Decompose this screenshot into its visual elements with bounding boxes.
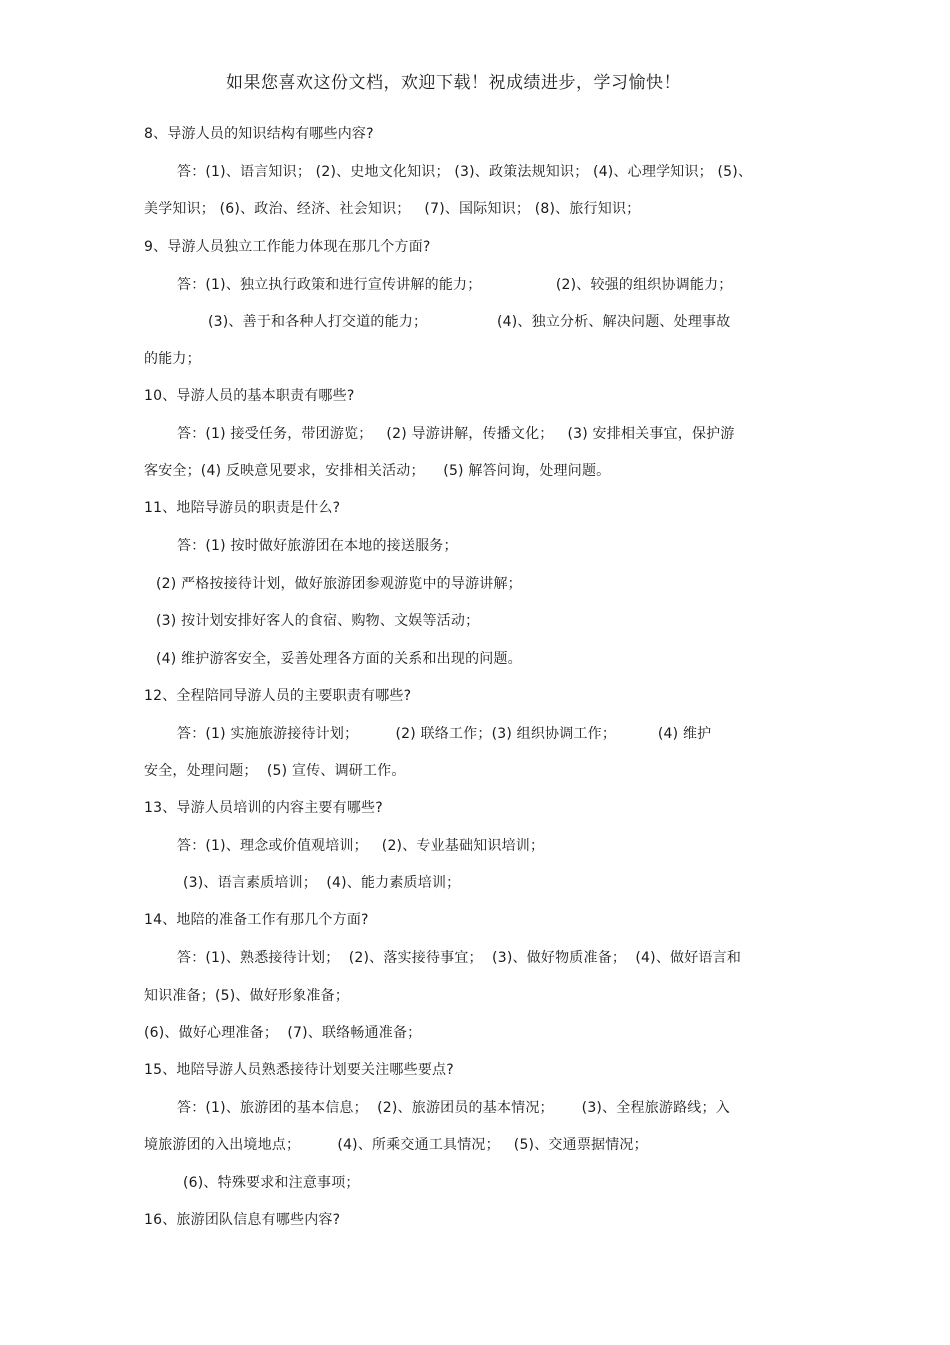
- answer-line: 答：(1)、旅游团的基本信息； (2)、旅游团员的基本情况； (3)、全程旅游路线；入: [177, 1100, 730, 1116]
- question-8: 8、导游人员的知识结构有哪些内容?: [144, 126, 374, 142]
- answer-line: 知识准备；(5)、做好形象准备；: [144, 988, 350, 1004]
- answer-line: 答：(1) 接受任务，带团游览； (2) 导游讲解，传播文化； (3) 安排相关事宜，保护游: [177, 426, 735, 442]
- answer-line: 答：(1)、熟悉接待计划； (2)、落实接待事宜； (3)、做好物质准备； (4)、做好语言和: [177, 950, 742, 966]
- answer-line: (3)、善于和各种人打交道的能力； (4)、独立分析、解决问题、处理事故: [208, 314, 731, 330]
- question-9: 9、导游人员独立工作能力体现在那几个方面?: [144, 239, 431, 255]
- answer-line: 答：(1) 实施旅游接待计划； (2) 联络工作；(3) 组织协调工作； (4) 维护: [177, 726, 712, 742]
- page-header: 如果您喜欢这份文档，欢迎下载！祝成绩进步，学习愉快！: [226, 73, 681, 93]
- answer-line: (3)、语言素质培训； (4)、能力素质培训；: [183, 875, 461, 891]
- answer-line: 答：(1)、语言知识； (2)、史地文化知识； (3)、政策法规知识； (4)、心理学知识； (5)、: [177, 164, 753, 180]
- answer-line: 答：(1)、理念或价值观培训； (2)、专业基础知识培训；: [177, 838, 545, 854]
- answer-line: 答：(1) 按时做好旅游团在本地的接送服务；: [177, 538, 458, 554]
- question-12: 12、全程陪同导游人员的主要职责有哪些?: [144, 688, 412, 704]
- answer-line: 境旅游团的入出境地点； (4)、所乘交通工具情况； (5)、交通票据情况；: [144, 1137, 648, 1153]
- answer-line: 答：(1)、独立执行政策和进行宣传讲解的能力； (2)、较强的组织协调能力；: [177, 277, 733, 293]
- answer-line: (3) 按计划安排好客人的食宿、购物、文娱等活动；: [156, 613, 480, 629]
- answer-line: 美学知识； (6)、政治、经济、社会知识； (7)、国际知识； (8)、旅行知识；: [144, 201, 641, 217]
- answer-line: (6)、特殊要求和注意事项；: [183, 1175, 360, 1191]
- answer-line: 客安全；(4) 反映意见要求，安排相关活动； (5) 解答问询，处理问题。: [144, 463, 611, 479]
- question-10: 10、导游人员的基本职责有哪些?: [144, 388, 355, 404]
- answer-line: (2) 严格按接待计划，做好旅游团参观游览中的导游讲解；: [156, 576, 522, 592]
- answer-line: (4) 维护游客安全，妥善处理各方面的关系和出现的问题。: [156, 651, 522, 667]
- answer-line: (6)、做好心理准备； (7)、联络畅通准备；: [144, 1025, 422, 1041]
- answer-line: 安全，处理问题； (5) 宣传、调研工作。: [144, 763, 406, 779]
- question-13: 13、导游人员培训的内容主要有哪些?: [144, 800, 383, 816]
- answer-line: 的能力；: [144, 351, 201, 367]
- question-15: 15、地陪导游人员熟悉接待计划要关注哪些要点?: [144, 1062, 454, 1078]
- question-16: 16、旅游团队信息有哪些内容?: [144, 1212, 341, 1228]
- question-11: 11、地陪导游员的职责是什么?: [144, 500, 341, 516]
- question-14: 14、地陪的准备工作有那几个方面?: [144, 912, 369, 928]
